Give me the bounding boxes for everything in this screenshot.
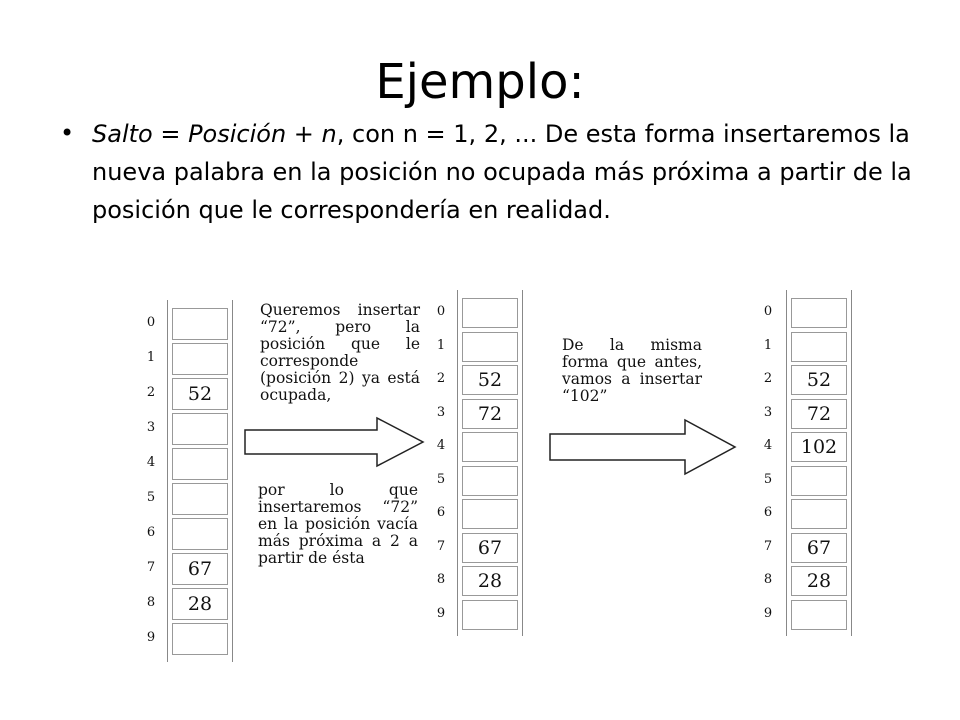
slide-title: Ejemplo: [375, 54, 585, 110]
position-index: 2 [146, 385, 156, 400]
table-cell [462, 298, 518, 328]
position-index: 2 [436, 371, 446, 386]
table-cell [462, 432, 518, 462]
position-index: 5 [146, 490, 156, 505]
note-insert-102: De la misma forma que antes, vamos a insertar “102” [562, 336, 702, 405]
table-cell: 28 [172, 588, 228, 620]
position-index: 7 [763, 538, 773, 554]
table-cell: 52 [462, 365, 518, 395]
position-index: 9 [436, 605, 446, 621]
position-index: 7 [146, 560, 156, 575]
table-column [167, 300, 233, 662]
table-cell [462, 600, 518, 630]
table-cell [791, 499, 847, 529]
hash-table-initial [145, 300, 240, 662]
table-cell [791, 298, 847, 328]
position-index: 1 [436, 337, 446, 353]
table-cell: 52 [172, 378, 228, 410]
table-cell: 72 [791, 399, 847, 429]
table-cell: 28 [791, 566, 847, 596]
bullet-formula: Salto = Posición + n [92, 120, 337, 148]
right-arrow-icon [550, 420, 740, 475]
position-index: 0 [436, 304, 446, 319]
position-index: 3 [146, 420, 156, 435]
table-cell: 67 [462, 533, 518, 563]
position-index: 5 [763, 471, 773, 487]
position-index: 6 [436, 505, 446, 520]
position-index: 6 [763, 505, 773, 520]
position-index: 7 [436, 538, 446, 554]
position-index: 8 [763, 572, 773, 587]
table-cell [172, 413, 228, 445]
position-index: 5 [436, 471, 446, 487]
table-cell [172, 308, 228, 340]
note-insert-72-next-free: por lo que insertaremos “72” en la posición vacía más próxima a 2 a partir de ésta [258, 481, 418, 567]
table-cell [462, 332, 518, 362]
table-cell [462, 499, 518, 529]
position-index: 4 [146, 455, 156, 470]
bullet-icon: • [60, 119, 75, 147]
table-column [457, 290, 523, 636]
table-cell: 67 [172, 553, 228, 585]
bullet-text [92, 115, 922, 229]
table-cell [172, 448, 228, 480]
table-cell [791, 466, 847, 496]
table-cell: 52 [791, 365, 847, 395]
table-cell [462, 466, 518, 496]
table-cell [172, 483, 228, 515]
position-index: 1 [146, 350, 156, 365]
hash-table-after-102 [760, 290, 855, 636]
table-cell: 72 [462, 399, 518, 429]
table-cell [791, 600, 847, 630]
right-arrow-icon [245, 418, 425, 468]
table-cell [791, 332, 847, 362]
position-index: 9 [146, 630, 156, 645]
position-index: 4 [436, 438, 446, 453]
position-index: 1 [763, 337, 773, 353]
position-index: 6 [146, 525, 156, 540]
position-index: 2 [763, 371, 773, 386]
position-index: 9 [763, 605, 773, 621]
hash-table-after-72 [433, 290, 528, 636]
table-cell: 67 [791, 533, 847, 563]
table-cell: 102 [791, 432, 847, 462]
table-cell [172, 623, 228, 655]
position-index: 3 [436, 404, 446, 420]
table-cell [172, 518, 228, 550]
position-index: 8 [436, 572, 446, 587]
bullet-explanation: , con n = 1, 2, ... De esta forma insertaremos la nueva palabra en la posición no ocupada más próxima a partir de la posición que le correspondería en realidad. [92, 120, 912, 224]
position-index: 3 [763, 404, 773, 420]
position-index: 8 [146, 595, 156, 610]
note-want-insert-72: Queremos insertar “72”, pero la posición que le corresponde (posición 2) ya está ocupada, [260, 301, 420, 404]
table-column [786, 290, 852, 636]
position-index: 0 [763, 304, 773, 319]
table-cell: 28 [462, 566, 518, 596]
position-index: 0 [146, 315, 156, 330]
table-cell [172, 343, 228, 375]
position-index: 4 [763, 438, 773, 453]
